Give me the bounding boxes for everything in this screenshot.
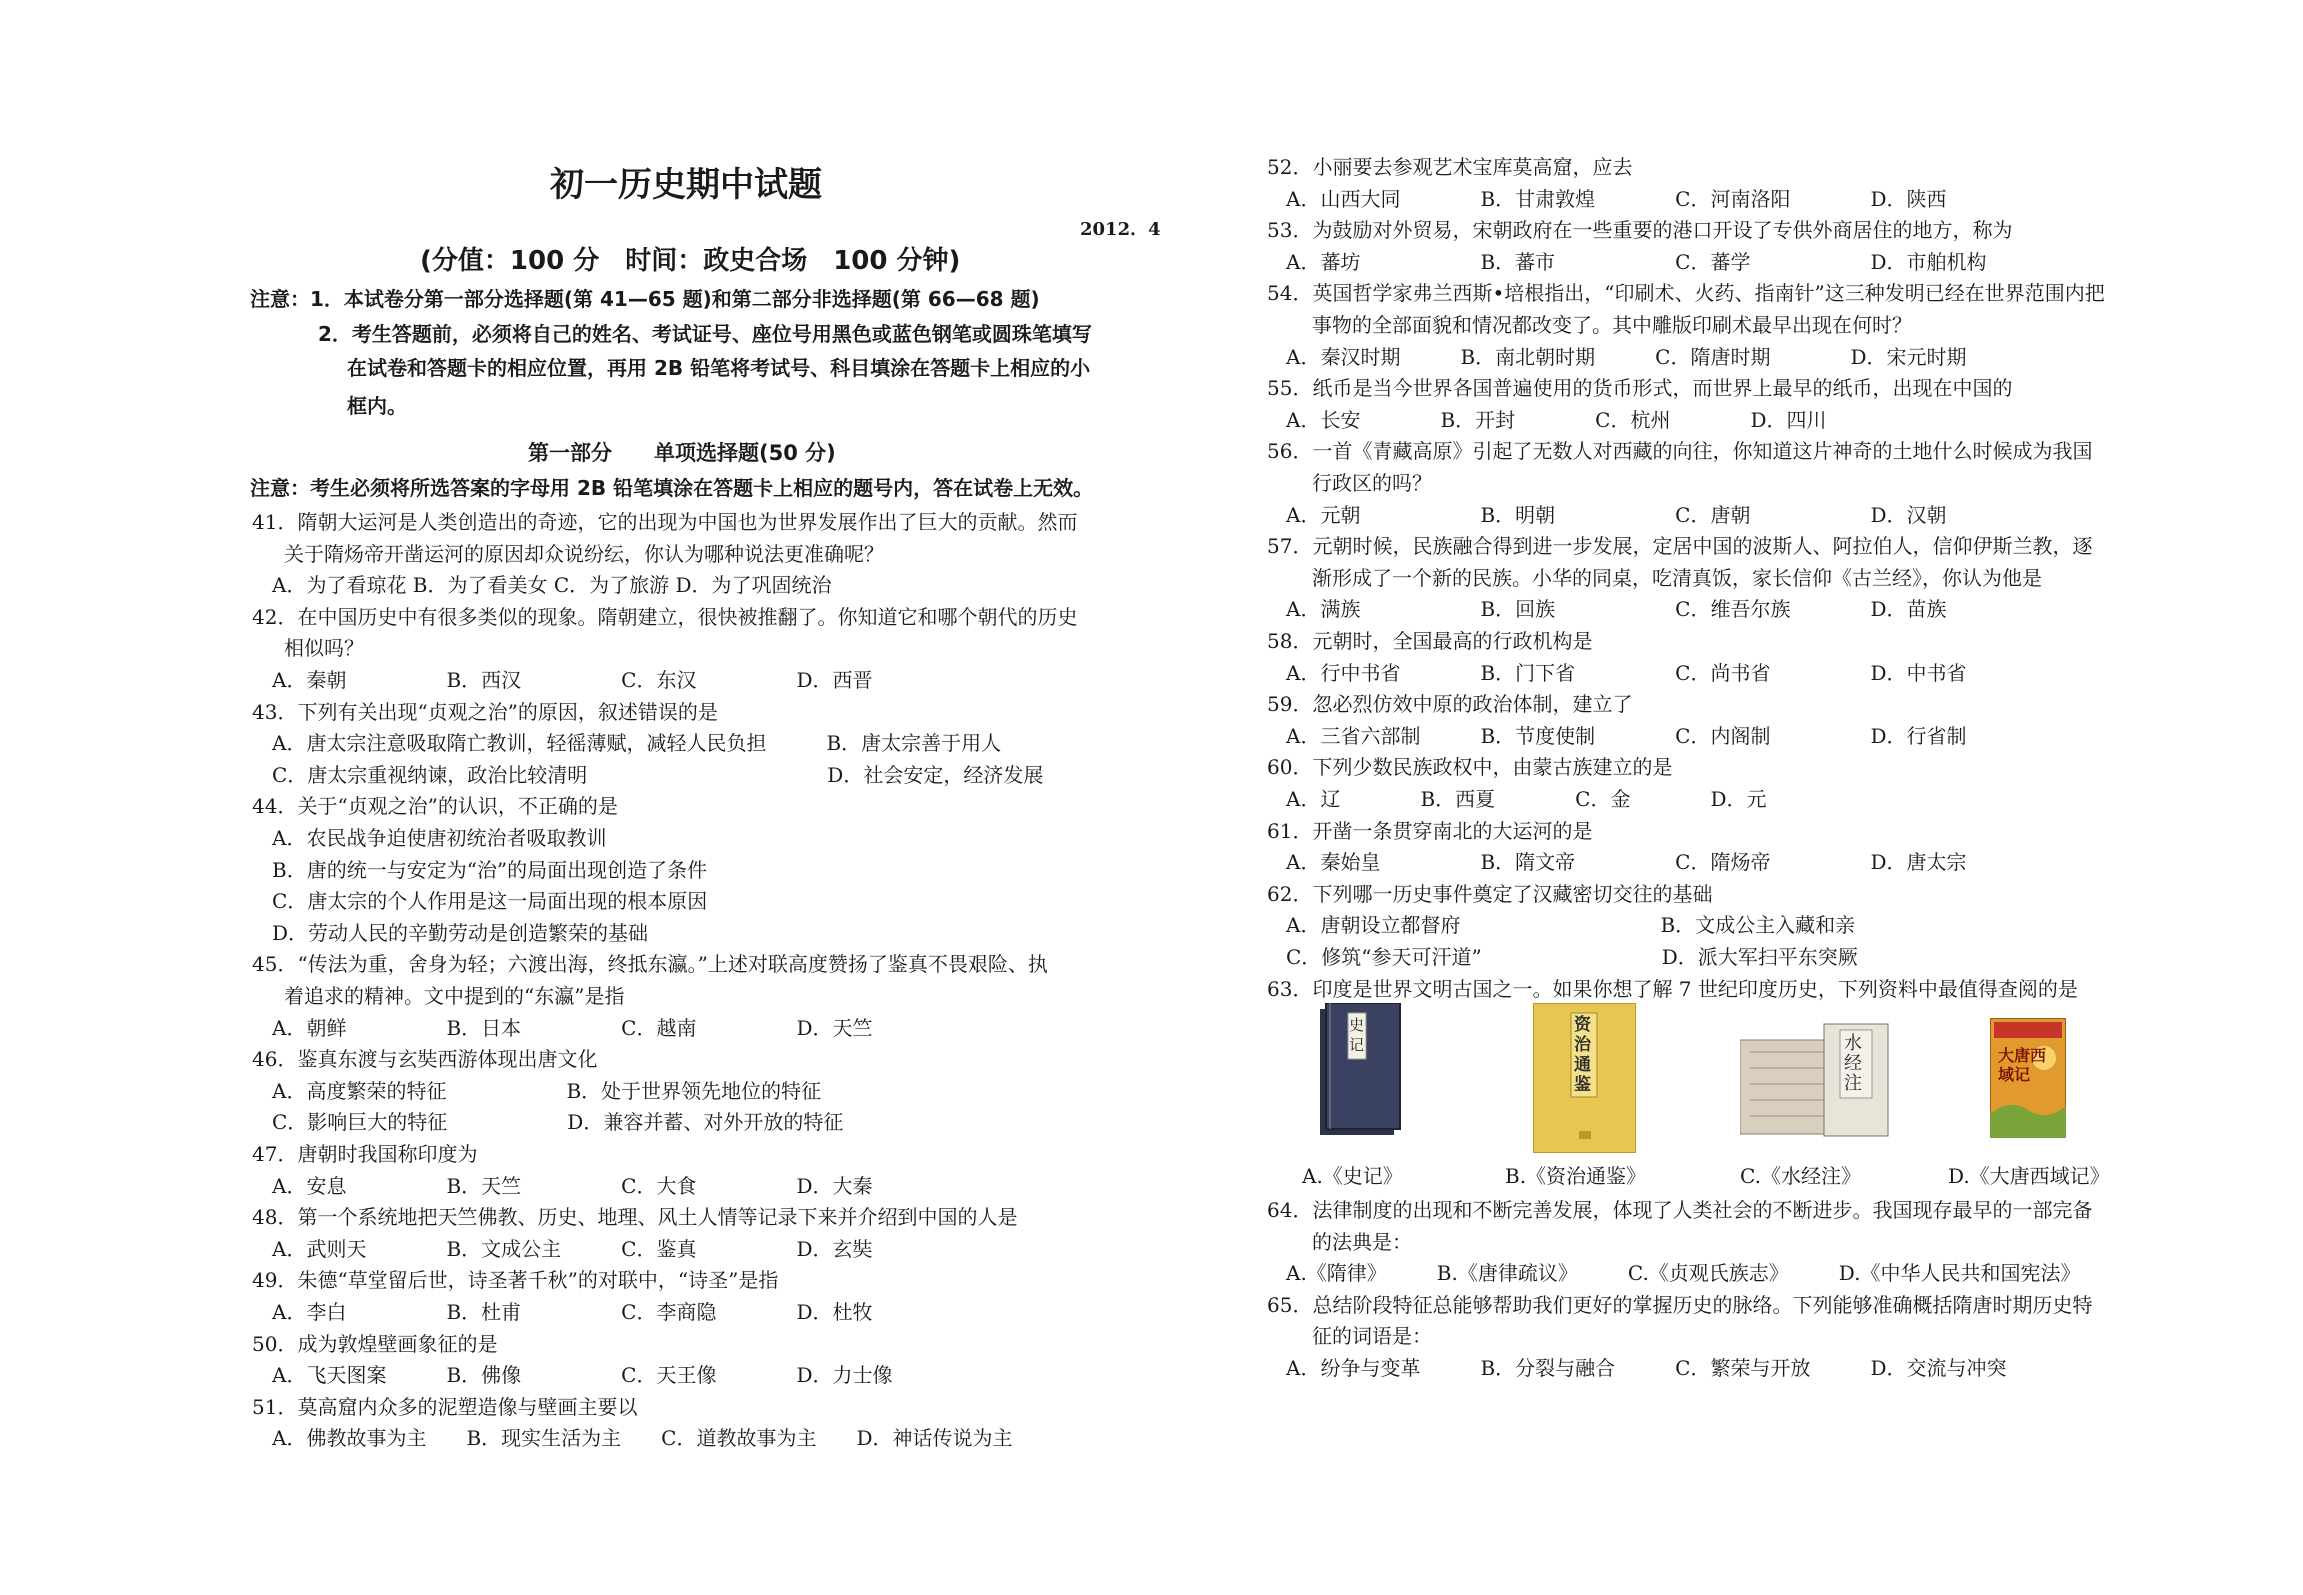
question-line: 64．法律制度的出现和不断完善发展，体现了人类社会的不断进步。我国现存最早的一部完备 [1267, 1198, 2093, 1222]
question-line: A．唐朝设立都督府 B．文成公主入藏和亲 [1286, 913, 1856, 938]
section-notice: 注意：考生必须将所选答案的字母用 2B 铅笔填涂在答题卡上相应的题号内，答在试卷上无效。 [250, 476, 1094, 500]
exam-date: 2012．4 [1080, 219, 1161, 240]
question-line: 54．英国哲学家弗兰西斯•培根指出，“印刷术、火药、指南针”这三种发明已经在世界范围内把 [1267, 281, 2105, 306]
question-line: C．唐太宗重视纳谏，政治比较清明 D．社会安定，经济发展 [272, 762, 1044, 787]
question-line: A．李白 B．杜甫 C．李商隐 D．杜牧 [272, 1300, 873, 1324]
question-line: A．满族 B．回族 C．维吾尔族 D．苗族 [1286, 597, 1947, 622]
question-line: 57．元朝时候，民族融合得到进一步发展，定居中国的波斯人、阿拉伯人，信仰伊斯兰教，逐 [1267, 534, 2093, 559]
question-line: C．修筑“参天可汗道” D．派大军扫平东突厥 [1286, 945, 1858, 969]
question-line: 61．开凿一条贯穿南北的大运河的是 [1267, 818, 1593, 843]
question-line: C．唐太宗的个人作用是这一局面出现的根本原因 [272, 889, 708, 914]
shiji-book-image [1318, 1003, 1402, 1138]
question-line: 52．小丽要去参观艺术宝库莫高窟，应去 [1267, 155, 1633, 179]
question-line: A．农民战争迫使唐初统治者吸取教训 [272, 826, 607, 850]
book-caption-a: A.《史记》 [1302, 1164, 1403, 1188]
question-line: D．劳动人民的辛勤劳动是创造繁荣的基础 [272, 920, 649, 945]
question-line: 50．成为敦煌壁画象征的是 [252, 1331, 498, 1356]
question-line: A．安息 B．天竺 C．大食 D．大秦 [272, 1173, 873, 1198]
book-caption-c: C.《水经注》 [1740, 1164, 1861, 1188]
notice-line: 框内。 [347, 394, 407, 418]
question-line: 41．隋朝大运河是人类创造出的奇迹，它的出现为中国也为世界发展作出了巨大的贡献。然而 [252, 510, 1078, 534]
question-line: 53．为鼓励对外贸易，宋朝政府在一些重要的港口开设了专供外商居住的地方，称为 [1267, 218, 2013, 243]
question-line: 55．纸币是当今世界各国普遍使用的货币形式，而世界上最早的纸币，出现在中国的 [1267, 376, 2013, 401]
question-line: B．唐的统一与安定为“治”的局面出现创造了条件 [272, 857, 708, 882]
question-line: A．为了看琼花 B．为了看美女 C．为了旅游 D．为了巩固统治 [272, 573, 832, 598]
question-line: 47．唐朝时我国称印度为 [252, 1142, 478, 1166]
question-line: 48．第一个系统地把天竺佛教、历史、地理、风土人情等记录下来并介绍到中国的人是 [252, 1205, 1018, 1230]
question-line: A．佛教故事为主 B．现实生活为主 C．道教故事为主 D．神话传说为主 [272, 1426, 1013, 1451]
question-line: A．高度繁荣的特征 B．处于世界领先地位的特征 [272, 1078, 822, 1103]
question-line: 的法典是： [1312, 1229, 1412, 1254]
question-line: 关于隋炀帝开凿运河的原因却众说纷纭，你认为哪种说法更准确呢？ [284, 541, 884, 566]
question-line: A．朝鲜 B．日本 C．越南 D．天竺 [272, 1015, 873, 1040]
question-line: A．辽 B．西夏 C．金 D．元 [1286, 787, 1767, 811]
question-line: 42．在中国历史中有很多类似的现象。隋朝建立，很快被推翻了。你知道它和哪个朝代的历史 [252, 604, 1078, 629]
question-line: C．影响巨大的特征 D．兼容并蓄、对外开放的特征 [272, 1110, 844, 1135]
question-line: 着追求的精神。文中提到的“东瀛”是指 [284, 984, 625, 1008]
question-line: A．山西大同 B．甘肃敦煌 C．河南洛阳 D．陕西 [1286, 186, 1947, 211]
question-line: A．秦始皇 B．隋文帝 C．隋炀帝 D．唐太宗 [1286, 850, 1967, 875]
question-line: A．秦汉时期 B．南北朝时期 C．隋唐时期 D．宋元时期 [1286, 344, 1967, 369]
question-line: A．秦朝 B．西汉 C．东汉 D．西晋 [272, 668, 873, 692]
question-line: A．纷争与变革 B．分裂与融合 C．繁荣与开放 D．交流与冲突 [1286, 1356, 2007, 1380]
page-title: 初一历史期中试题 [550, 165, 822, 205]
book-caption-d: D.《大唐西域记》 [1948, 1164, 2110, 1188]
question-line: 58．元朝时，全国最高的行政机构是 [1267, 629, 1593, 653]
question-line: 征的词语是： [1312, 1324, 1432, 1349]
datang-book-image [1990, 1018, 2066, 1138]
question-line: A．飞天图案 B．佛像 C．天王像 D．力士像 [272, 1363, 893, 1388]
question-line: 59．忽必烈仿效中原的政治体制，建立了 [1267, 692, 1633, 717]
shuijing-book-image [1740, 1020, 1890, 1138]
notice-line: 注意：1．本试卷分第一部分选择题(第 41—65 题)和第二部分非选择题(第 66—68 题) [250, 287, 1040, 311]
question-line: A．行中书省 B．门下省 C．尚书省 D．中书省 [1286, 660, 1967, 685]
question-line: 46．鉴真东渡与玄奘西游体现出唐文化 [252, 1047, 598, 1072]
question-line: 63．印度是世界文明古国之一。如果你想了解 7 世纪印度历史，下列资料中最值得查阅的是 [1267, 976, 2078, 1001]
question-line: 56．一首《青藏高原》引起了无数人对西藏的向往，你知道这片神奇的土地什么时候成为我国 [1267, 439, 2093, 464]
question-line: 49．朱德“草堂留后世，诗圣著千秋”的对联中，“诗圣”是指 [252, 1268, 779, 1293]
question-line: 62．下列哪一历史事件奠定了汉藏密切交往的基础 [1267, 881, 1713, 906]
zizhi-book-image [1533, 1003, 1636, 1153]
exam-subtitle: (分值：100 分 时间：政史合场 100 分钟) [420, 246, 961, 276]
question-line: 行政区的吗？ [1312, 471, 1432, 495]
question-line: A．武则天 B．文成公主 C．鉴真 D．玄奘 [272, 1236, 873, 1261]
shuijing-book-label: 水经注 [1844, 1033, 1862, 1094]
book-caption-b: B.《资治通鉴》 [1505, 1164, 1647, 1188]
datang-book-label: 大唐西域记 [1998, 1046, 2047, 1084]
question-line: 65．总结阶段特征总能够帮助我们更好的掌握历史的脉络。下列能够准确概括隋唐时期历史特 [1267, 1292, 2093, 1317]
zizhi-book-label: 资治通鉴 [1574, 1015, 1591, 1095]
question-line: 相似吗？ [284, 636, 364, 661]
question-line: A．唐太宗注意吸取隋亡教训，轻徭薄赋，减轻人民负担 B．唐太宗善于用人 [272, 731, 1002, 756]
shiji-book-label: 史记 [1349, 1016, 1365, 1054]
notice-line: 在试卷和答题卡的相应位置，再用 2B 铅笔将考试号、科目填涂在答题卡上相应的小 [347, 356, 1091, 380]
question-line: 事物的全部面貌和情况都改变了。其中雕版印刷术最早出现在何时？ [1312, 313, 1912, 337]
question-line: 51．莫高窟内众多的泥塑造像与壁画主要以 [252, 1394, 638, 1419]
question-line: 44．关于“贞观之治”的认识，不正确的是 [252, 794, 618, 819]
question-line: 45．“传法为重，舍身为轻；六渡出海，终抵东瀛。”上述对联高度赞扬了鉴真不畏艰险、执 [252, 952, 1048, 977]
question-line: A．三省六部制 B．节度使制 C．内阁制 D．行省制 [1286, 723, 1967, 748]
question-line: 60．下列少数民族政权中，由蒙古族建立的是 [1267, 755, 1673, 780]
question-line: A.《隋律》 B.《唐律疏议》 C.《贞观氏族志》 D.《中华人民共和国宪法》 [1286, 1261, 2081, 1286]
question-line: A．元朝 B．明朝 C．唐朝 D．汉朝 [1286, 502, 1947, 527]
question-line: 渐形成了一个新的民族。小华的同桌，吃清真饭，家长信仰《古兰经》，你认为他是 [1312, 565, 2042, 590]
section-title: 第一部分 单项选择题(50 分) [528, 441, 836, 465]
question-line: A．蕃坊 B．蕃市 C．蕃学 D．市舶机构 [1286, 249, 1987, 274]
question-line: 43．下列有关出现“贞观之治”的原因，叙述错误的是 [252, 699, 718, 724]
notice-line: 2．考生答题前，必须将自己的姓名、考试证号、座位号用黑色或蓝色钢笔或圆珠笔填写 [318, 322, 1092, 346]
question-line: A．长安 B．开封 C．杭州 D．四川 [1286, 407, 1827, 432]
